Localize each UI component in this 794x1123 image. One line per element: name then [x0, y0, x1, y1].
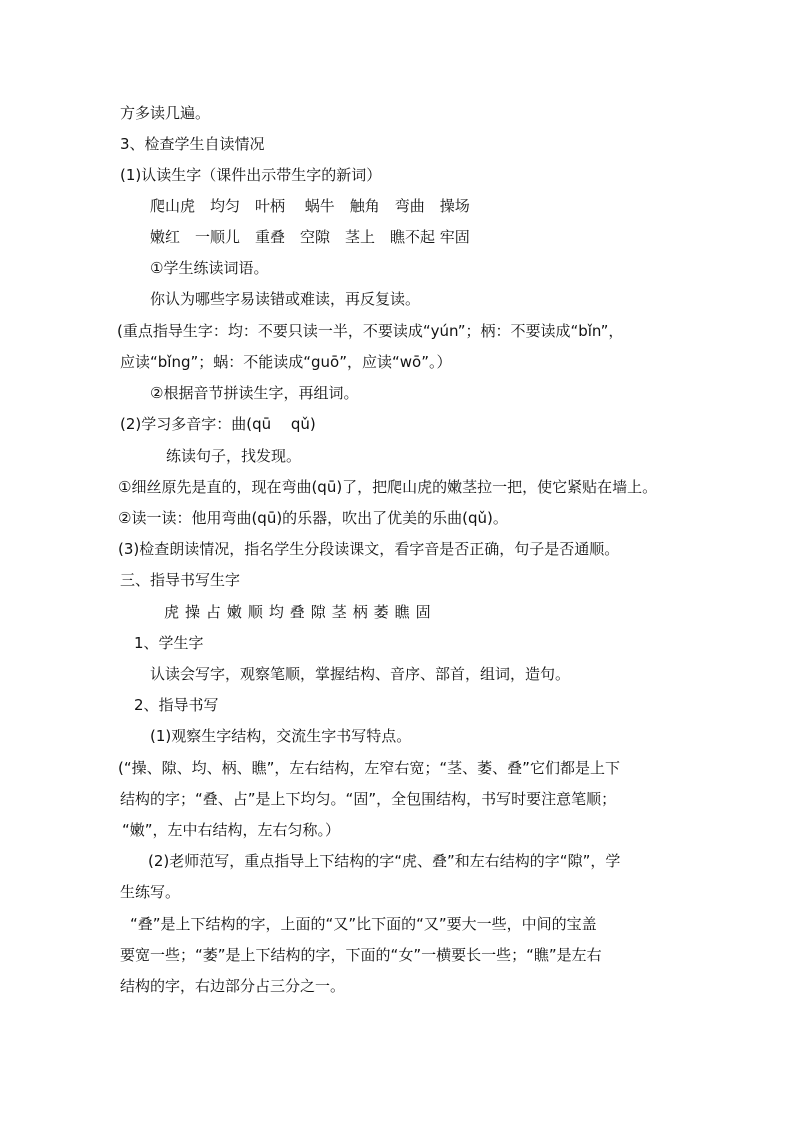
text-line: (2)学习多音字：曲(qū qǔ) [120, 415, 316, 433]
vocab-row: 爬山虎 均匀 叶柄 蜗牛 触角 弯曲 操场 [150, 197, 470, 215]
vocab-row: 嫩红 一顺儿 重叠 空隙 茎上 瞧不起 牢固 [150, 228, 470, 246]
section-heading: 三、指导书写生字 [120, 571, 241, 589]
subsection-heading: 2、指导书写 [134, 696, 219, 714]
text-line: 方多读几遍。 [120, 104, 211, 122]
text-line: “叠”是上下结构的字，上面的“又”比下面的“又”要大一些，中间的宝盖 [130, 915, 597, 933]
text-line: “嫩”，左中右结构，左右匀称。） [122, 821, 341, 839]
text-line: 练读句子，找发现。 [166, 447, 302, 465]
character-list: 虎 操 占 嫩 顺 均 叠 隙 茎 柄 萎 瞧 固 [164, 603, 432, 621]
text-line: ①细丝原先是直的，现在弯曲(qū)了，把爬山虎的嫩茎拉一把，使它紧贴在墙上。 [118, 478, 658, 496]
text-line: 要宽一些；“萎”是上下结构的字，下面的“女”一横要长一些；“瞧”是左右 [120, 946, 602, 964]
text-line: (1)观察生字结构，交流生字书写特点。 [150, 727, 412, 745]
text-line: ②读一读：他用弯曲(qū)的乐器，吹出了优美的乐曲(qǔ)。 [118, 509, 508, 527]
text-line: (3)检查朗读情况，指名学生分段读课文，看字音是否正确，句子是否通顺。 [118, 540, 620, 558]
section-heading: 3、检查学生自读情况 [120, 135, 265, 153]
text-line: (2)老师范写，重点指导上下结构的字“虎、叠”和左右结构的字“隙”，学 [148, 852, 621, 870]
text-line: ②根据音节拼读生字，再组词。 [150, 384, 359, 402]
text-line: 你认为哪些字易读错或难读，再反复读。 [150, 290, 421, 308]
subsection-heading: 1、学生字 [134, 634, 204, 652]
text-line: 应读“bǐng”；蜗：不能读成“guō”，应读“wō”。） [120, 353, 452, 371]
text-line: 结构的字，右边部分占三分之一。 [120, 977, 346, 995]
text-line: ①学生练读词语。 [150, 259, 269, 277]
text-line: 认读会写字，观察笔顺，掌握结构、音序、部首，组词，造句。 [150, 665, 571, 683]
text-line: 结构的字；“叠、占”是上下均匀。“固”，全包围结构，书写时要注意笔顺； [120, 790, 617, 808]
text-line: (“操、隙、均、柄、瞧”，左右结构，左窄右宽；“茎、萎、叠”它们都是上下 [118, 759, 620, 777]
text-line: (1)认读生字（课件出示带生字的新词） [120, 166, 382, 184]
text-line: 生练写。 [120, 883, 181, 901]
text-line: (重点指导生字：均：不要只读一半，不要读成“yún”；柄：不要读成“bǐn”， [117, 322, 624, 340]
